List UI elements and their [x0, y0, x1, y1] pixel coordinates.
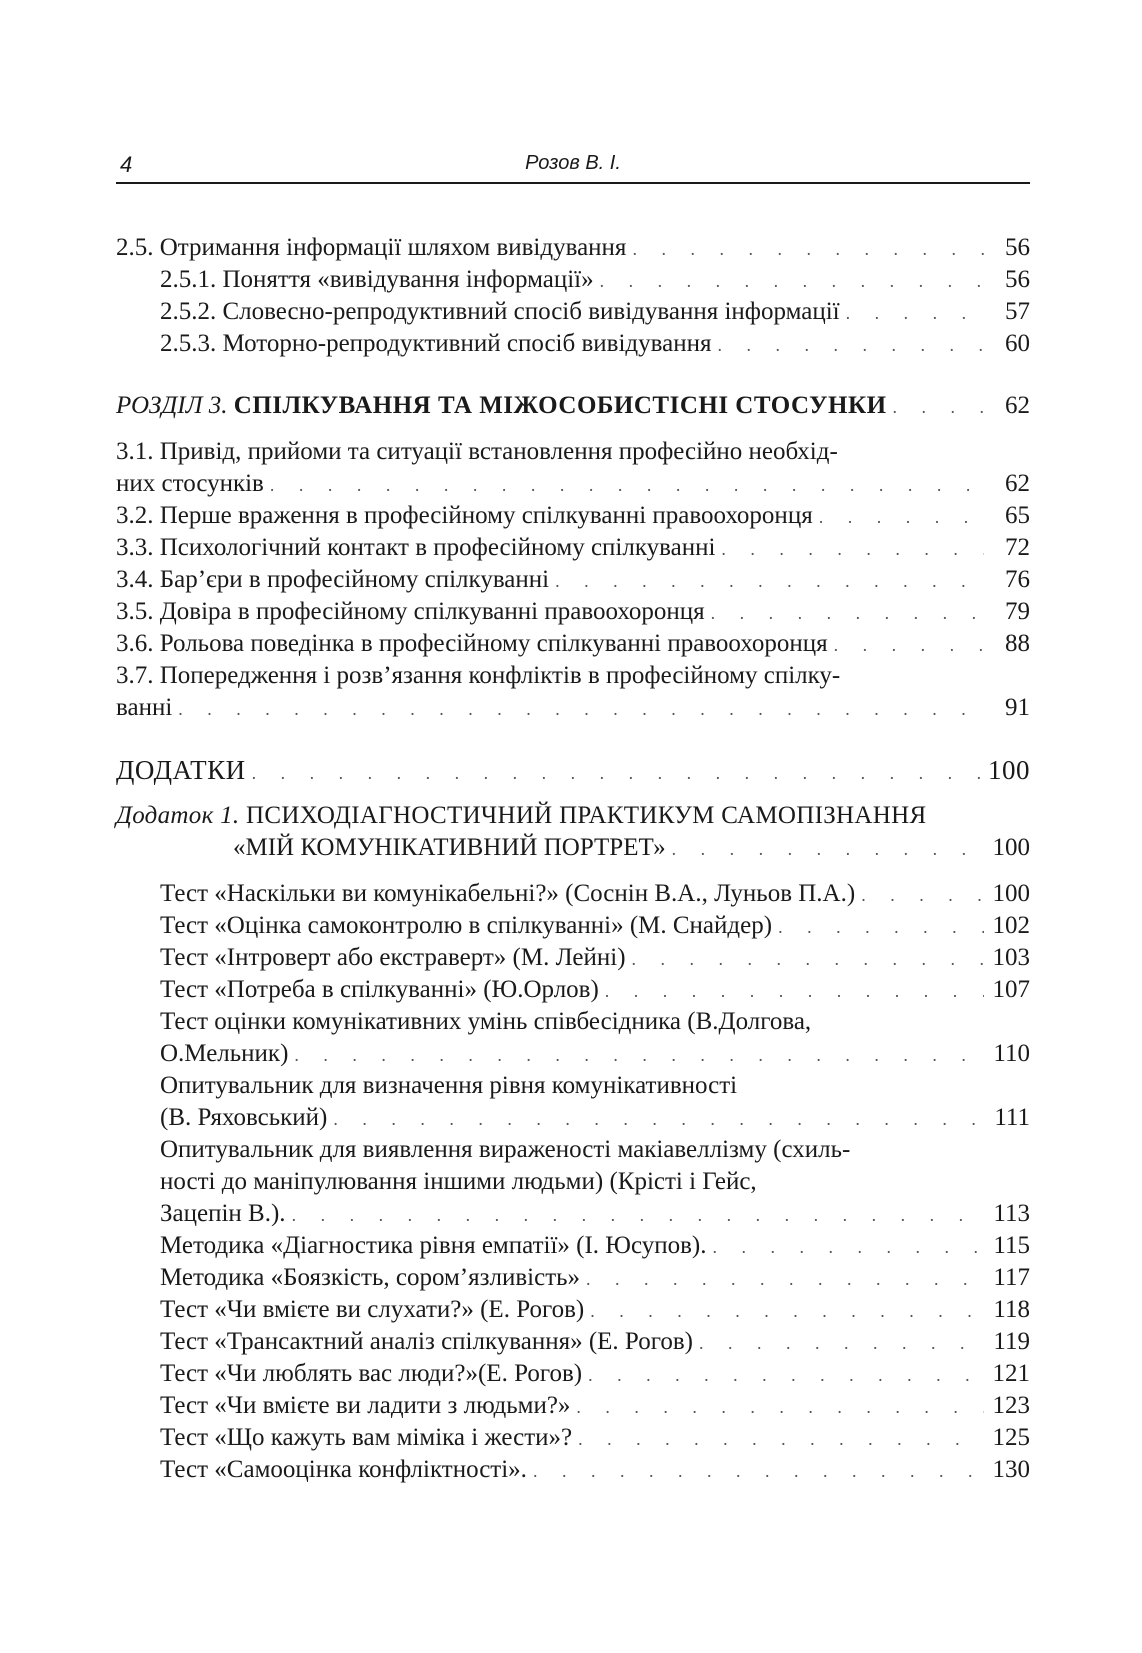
- toc-entry-title: 3.5. Довіра в професійному спілкуванні правоохоронця: [116, 598, 705, 625]
- toc-entry-title: Тест «Що кажуть вам міміка і жести»?: [160, 1424, 573, 1451]
- toc-page-number: 115: [993, 1232, 1030, 1259]
- dot-leader: [333, 1103, 984, 1135]
- dot-leader: [578, 1423, 984, 1455]
- toc-entry-title: О.Мельник): [160, 1040, 289, 1067]
- toc-entry[interactable]: [116, 910, 1030, 942]
- toc-page-number: 88: [1005, 630, 1030, 657]
- toc-entry[interactable]: [116, 596, 1030, 628]
- toc-entry[interactable]: [116, 974, 1030, 1006]
- dot-leader: [672, 833, 984, 865]
- toc-entry[interactable]: [116, 1454, 1030, 1486]
- toc-entry[interactable]: [116, 532, 1030, 564]
- toc-page-number: 110: [993, 1040, 1030, 1067]
- toc-entry[interactable]: [116, 1230, 1030, 1262]
- toc-entry-title-line: ності до маніпулювання іншими людьми) (Крісті і Гейс,: [160, 1168, 757, 1195]
- toc-entry-title: 2.5.3. Моторно-репродуктивний спосіб вивідування: [160, 330, 712, 357]
- dot-leader: [699, 1327, 984, 1359]
- toc-page-number: 130: [992, 1456, 1030, 1483]
- toc-page-number: 125: [992, 1424, 1030, 1451]
- toc-page-number: 79: [1005, 598, 1030, 625]
- toc-section-heading[interactable]: [116, 390, 1030, 422]
- toc-entry-title: 3.3. Психологічний контакт в професійному спілкуванні: [116, 534, 716, 561]
- toc-appendices-heading[interactable]: [116, 754, 1030, 786]
- toc-page-number: 100: [992, 834, 1030, 861]
- toc-entry-title: Тест «Чи люблять вас люди?»(Е. Рогов): [160, 1360, 583, 1387]
- toc-page-number: 123: [992, 1392, 1030, 1419]
- toc-page-number: 119: [993, 1328, 1030, 1355]
- dot-leader: [588, 1359, 984, 1391]
- dot-leader: [178, 693, 984, 725]
- toc-entry-title: Тест «Трансактний аналіз спілкування» (Е. Рогов): [160, 1328, 693, 1355]
- toc-entry-title-line: Опитувальник для виявлення вираженості макіавеллізму (схиль-: [160, 1136, 851, 1163]
- toc-entry-title: 2.5.1. Поняття «вивідування інформації»: [160, 266, 594, 293]
- toc-entry[interactable]: [116, 628, 1030, 660]
- toc-entry[interactable]: [116, 1358, 1030, 1390]
- dot-leader: [600, 265, 984, 297]
- dot-leader: [711, 597, 984, 629]
- dot-leader: [576, 1391, 984, 1423]
- toc-entry-title: Тест «Самооцінка конфліктності».: [160, 1456, 527, 1483]
- toc-page-number: 65: [1005, 502, 1030, 529]
- toc-entry[interactable]: [116, 264, 1030, 296]
- table-of-contents: [116, 232, 1030, 1486]
- toc-page-number: 91: [1005, 694, 1030, 721]
- dot-leader: [533, 1455, 984, 1487]
- dot-leader: [605, 975, 984, 1007]
- toc-page-number: 113: [993, 1200, 1030, 1227]
- toc-page-number: 102: [992, 912, 1030, 939]
- dot-leader: [721, 533, 984, 565]
- toc-appendix-entry[interactable]: [116, 800, 1030, 864]
- toc-entry-title: них стосунків: [116, 470, 264, 497]
- dot-leader: [292, 1199, 984, 1231]
- toc-entry[interactable]: [116, 232, 1030, 264]
- toc-page-number: 60: [1005, 330, 1030, 357]
- toc-page-number: 103: [992, 944, 1030, 971]
- toc-entry-title: 2.5.2. Словесно-репродуктивний спосіб вивідування інформації: [160, 298, 840, 325]
- dot-leader: [294, 1039, 984, 1071]
- dot-leader: [717, 329, 984, 361]
- toc-entry[interactable]: [116, 1294, 1030, 1326]
- dot-leader: [555, 565, 984, 597]
- toc-entry-title-line: Тест оцінки комунікативних умінь співбесідника (В.Долгова,: [160, 1008, 812, 1035]
- toc-page-number: 57: [1005, 298, 1030, 325]
- appendix-prefix: Додаток 1.: [116, 802, 240, 829]
- toc-entry-title: Тест «Оцінка самоконтролю в спілкуванні» (М. Снайдер): [160, 912, 773, 939]
- toc-entry[interactable]: [116, 564, 1030, 596]
- running-head: Розов В. І.: [525, 152, 621, 174]
- dot-leader: [632, 233, 984, 265]
- dot-leader: [270, 469, 984, 501]
- page-header: [116, 148, 1030, 184]
- dot-leader: [846, 297, 984, 329]
- toc-entry-title-line: ПСИХОДІАГНОСТИЧНИЙ ПРАКТИКУМ САМОПІЗНАННЯ: [246, 802, 927, 829]
- toc-entry-title: «МІЙ КОМУНІКАТИВНИЙ ПОРТРЕТ»: [233, 834, 666, 861]
- toc-entry[interactable]: [116, 436, 1030, 500]
- toc-page-number: 56: [1005, 266, 1030, 293]
- toc-page-number: 62: [1005, 470, 1030, 497]
- toc-entry-title: Методика «Діагностика рівня емпатії» (І. Юсупов).: [160, 1232, 707, 1259]
- toc-page-number: 100: [992, 880, 1030, 907]
- toc-entry-title: Тест «Наскільки ви комунікабельні?» (Соснін В.А., Луньов П.А.): [160, 880, 856, 907]
- toc-entry-title: Тест «Чи вмієте ви слухати?» (Е. Рогов): [160, 1296, 585, 1323]
- section-prefix: РОЗДІЛ 3.: [116, 392, 228, 419]
- toc-entry[interactable]: [116, 1422, 1030, 1454]
- toc-entry-title-line: Опитувальник для визначення рівня комунікативності: [160, 1072, 738, 1099]
- dot-leader: [834, 629, 984, 661]
- dot-leader: [252, 757, 982, 789]
- toc-page-number: 72: [1005, 534, 1030, 561]
- toc-page-number: 56: [1005, 234, 1030, 261]
- dot-leader: [713, 1231, 984, 1263]
- toc-page-number: 118: [993, 1296, 1030, 1323]
- toc-page-number: 76: [1005, 566, 1030, 593]
- toc-entry-title-line: 3.1. Привід, прийоми та ситуації встановлення професійно необхід-: [116, 438, 838, 465]
- toc-entry-title: Методика «Боязкість, сором’язливість»: [160, 1264, 581, 1291]
- toc-entry-title: 3.6. Рольова поведінка в професійному спілкуванні правоохоронця: [116, 630, 828, 657]
- toc-page-number: 111: [994, 1104, 1030, 1131]
- toc-entry[interactable]: [116, 878, 1030, 910]
- dot-leader: [632, 943, 984, 975]
- dot-leader: [778, 911, 984, 943]
- toc-entry[interactable]: [116, 1326, 1030, 1358]
- toc-entry[interactable]: [116, 1390, 1030, 1422]
- toc-entry-title: Зацепін В.).: [160, 1200, 286, 1227]
- toc-entry-title: 3.2. Перше враження в професійному спілкуванні правоохоронця: [116, 502, 813, 529]
- toc-entry-title: ДОДАТКИ: [116, 755, 246, 785]
- toc-entry-title: Тест «Потреба в спілкуванні» (Ю.Орлов): [160, 976, 599, 1003]
- toc-entry[interactable]: [116, 942, 1030, 974]
- toc-entry[interactable]: [116, 660, 1030, 724]
- dot-leader: [590, 1295, 984, 1327]
- toc-entry-title: (В. Ряховський): [160, 1104, 328, 1131]
- toc-page-number: 121: [992, 1360, 1030, 1387]
- dot-leader: [893, 391, 984, 423]
- dot-leader: [819, 501, 984, 533]
- toc-entry-title-line: 3.7. Попередження і розв’язання конфліктів в професійному спілку-: [116, 662, 841, 689]
- toc-entry[interactable]: [116, 1134, 1030, 1230]
- toc-page-number: 107: [992, 976, 1030, 1003]
- dot-leader: [861, 879, 984, 911]
- toc-entry-title: 3.4. Бар’єри в професійному спілкуванні: [116, 566, 550, 593]
- section-title: СПІЛКУВАННЯ ТА МІЖОСОБИСТІСНІ СТОСУНКИ: [233, 392, 887, 419]
- toc-entry-title: Тест «Інтроверт або екстраверт» (М. Лейні): [160, 944, 626, 971]
- toc-page-number: 62: [1005, 392, 1030, 419]
- toc-entry[interactable]: [116, 1262, 1030, 1294]
- toc-entry[interactable]: [116, 1070, 1030, 1134]
- toc-page-number: 100: [988, 755, 1030, 785]
- dot-leader: [586, 1263, 984, 1295]
- toc-entry[interactable]: [116, 1006, 1030, 1070]
- toc-entry-title: Тест «Чи вмієте ви ладити з людьми?»: [160, 1392, 571, 1419]
- page-number: 4: [120, 152, 133, 177]
- toc-entry[interactable]: [116, 500, 1030, 532]
- toc-entry[interactable]: [116, 296, 1030, 328]
- toc-entry-title: ванні: [116, 694, 173, 721]
- toc-page-number: 117: [993, 1264, 1030, 1291]
- toc-entry[interactable]: [116, 328, 1030, 360]
- toc-entry-title: 2.5. Отримання інформації шляхом вивідування: [116, 234, 627, 261]
